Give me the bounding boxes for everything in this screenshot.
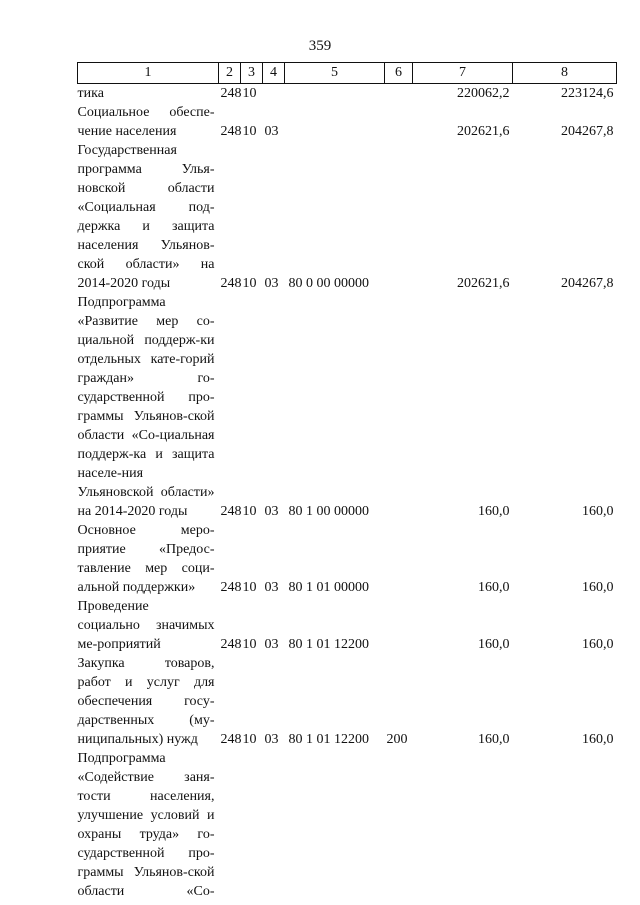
table-body [78, 84, 617, 902]
row-target-code [285, 103, 385, 141]
column-header-4: 4 [263, 63, 285, 84]
row-amount-2019 [413, 749, 513, 901]
column-header-3: 3 [241, 63, 263, 84]
row-amount-2019: 160,0 [478, 637, 510, 652]
column-header-6: 6 [385, 63, 413, 84]
table-row [78, 654, 617, 749]
row-chapter: 248 [220, 732, 242, 747]
table-row [78, 84, 617, 104]
row-target-code: 80 1 01 00000 [288, 580, 369, 595]
column-header-5: 5 [285, 63, 385, 84]
row-subsection: 03 [264, 580, 279, 595]
row-section [241, 749, 263, 901]
row-section: 10 [242, 580, 257, 595]
row-expense-type [385, 521, 413, 597]
column-header-1: 1 [78, 63, 219, 84]
row-chapter: 248 [220, 504, 242, 519]
row-amount-2019: 220062,2 [457, 86, 510, 101]
row-expense-type [385, 141, 413, 293]
row-subsection: 03 [264, 124, 279, 139]
row-name: Государственная программа Улья-новской области «Социальная под-держка и защита населения Ульянов-ской области» на 2014-2020 годы [77, 143, 215, 291]
table-header [78, 63, 617, 84]
row-target-code [285, 749, 385, 901]
row-section: 10 [242, 86, 257, 101]
row-target-code: 80 0 00 00000 [288, 276, 369, 291]
row-chapter: 248 [220, 86, 242, 101]
row-name: Основное меро-приятие «Предос-тавление мер соци-альной поддержки» [77, 523, 215, 595]
table-row [78, 749, 617, 901]
table-row [78, 103, 617, 141]
row-chapter: 248 [220, 637, 242, 652]
row-amount-2020: 160,0 [582, 732, 614, 747]
row-expense-type [385, 597, 413, 654]
row-amount-2020: 160,0 [582, 504, 614, 519]
row-amount-2019: 160,0 [478, 732, 510, 747]
table-row [78, 597, 617, 654]
row-section: 10 [242, 732, 257, 747]
row-amount-2019: 160,0 [478, 580, 510, 595]
row-name: Подпрограмма «Развитие мер со-циальной поддерж-ки отдельных кате-горий граждан» го-сударственной про-граммы Ульянов-ской области «Со-циальная поддерж-ка и защита населе-ния Ульяновской области» на 2014-2020 годы [77, 295, 215, 519]
row-name: тика [77, 86, 104, 101]
row-expense-type [385, 293, 413, 521]
row-amount-2020: 223124,6 [561, 86, 614, 101]
row-amount-2020: 204267,8 [561, 276, 614, 291]
header-row [78, 63, 617, 84]
row-amount-2019: 202621,6 [457, 276, 510, 291]
row-target-code: 80 1 01 12200 [288, 732, 369, 747]
row-subsection [263, 84, 285, 104]
row-subsection: 03 [264, 637, 279, 652]
row-name: Социальное обеспе-чение населения [77, 105, 215, 139]
row-target-code: 80 1 00 00000 [288, 504, 369, 519]
table-row [78, 293, 617, 521]
row-target-code [285, 84, 385, 104]
row-amount-2019: 160,0 [478, 504, 510, 519]
table-row [78, 141, 617, 293]
table-row [78, 521, 617, 597]
row-chapter: 248 [220, 124, 242, 139]
row-subsection: 03 [264, 732, 279, 747]
row-amount-2020 [513, 749, 617, 901]
page-number: 359 [308, 38, 332, 54]
row-target-code: 80 1 01 12200 [288, 637, 369, 652]
row-subsection: 03 [264, 504, 279, 519]
row-expense-type [385, 84, 413, 104]
row-name: Проведение социально значимых ме-роприятий [77, 599, 215, 652]
row-chapter: 248 [220, 580, 242, 595]
row-chapter: 248 [220, 276, 242, 291]
row-amount-2019: 202621,6 [457, 124, 510, 139]
row-chapter [219, 749, 241, 901]
budget-table [77, 62, 617, 901]
row-amount-2020: 204267,8 [561, 124, 614, 139]
row-expense-type [385, 749, 413, 901]
row-amount-2020: 160,0 [582, 637, 614, 652]
row-subsection: 03 [264, 276, 279, 291]
column-header-2: 2 [219, 63, 241, 84]
row-expense-type: 200 [386, 732, 408, 747]
column-header-8: 8 [513, 63, 617, 84]
row-subsection [263, 749, 285, 901]
row-name: Подпрограмма «Содействие заня-тости населения, улучшение условий и охраны труда» го-сударственной про-граммы Ульянов-ской области «Со- [77, 751, 215, 899]
row-section: 10 [242, 276, 257, 291]
row-section: 10 [242, 124, 257, 139]
row-section: 10 [242, 504, 257, 519]
column-header-7: 7 [413, 63, 513, 84]
row-amount-2020: 160,0 [582, 580, 614, 595]
row-expense-type [385, 103, 413, 141]
row-section: 10 [242, 637, 257, 652]
row-name: Закупка товаров, работ и услуг для обеспечения госу-дарственных (му-ниципальных) нужд [77, 656, 215, 747]
